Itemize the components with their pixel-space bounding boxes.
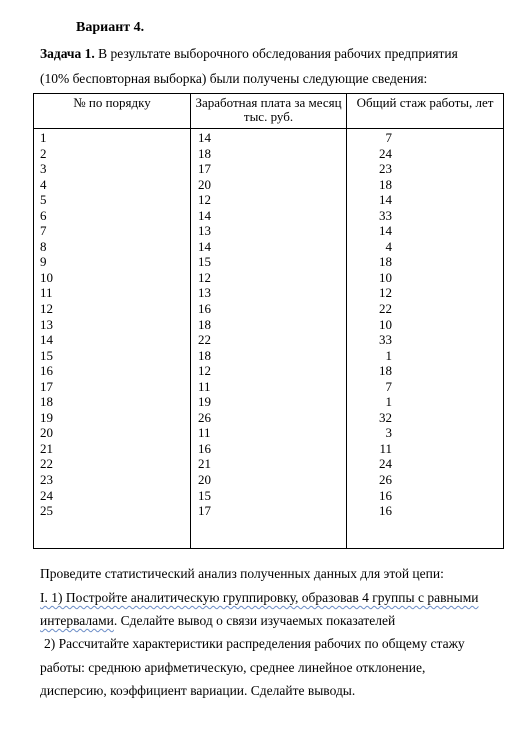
salary-cell: 18 — [198, 316, 211, 332]
salary-cell: 26 — [198, 409, 211, 425]
experience-cell: 7 — [385, 130, 392, 145]
row-number-cell: 2 — [40, 145, 47, 161]
experience-cell: 18 — [379, 176, 392, 192]
row-number-cell: 22 — [40, 456, 53, 472]
experience-cell: 3 — [385, 425, 392, 441]
row-number-cell: 14 — [40, 332, 53, 348]
salary-list — [191, 129, 346, 519]
row-number-cell: 10 — [40, 269, 53, 285]
row-number-cell: 4 — [40, 176, 47, 192]
experience-cell: 1 — [385, 394, 392, 410]
row-number-cell: 11 — [40, 285, 53, 301]
row-number-cell: 21 — [40, 440, 53, 456]
header-salary: Заработная плата за месяц тыс. руб. — [191, 94, 347, 129]
salary-cell: 19 — [198, 394, 211, 410]
experience-cell: 23 — [379, 161, 392, 177]
row-number-cell: 16 — [40, 363, 53, 379]
row-number-cell: 24 — [40, 487, 53, 503]
instruction-item2-line3: дисперсию, коэффициент вариации. Сделайте выводы. — [40, 683, 356, 698]
row-number-cell: 6 — [40, 207, 47, 223]
experience-cell: 26 — [379, 472, 392, 488]
salary-cell: 14 — [198, 238, 211, 254]
salary-cell: 13 — [198, 285, 211, 301]
instruction-item1-line2 — [40, 613, 395, 629]
salary-cell: 13 — [198, 223, 211, 239]
salary-cell: 18 — [198, 347, 211, 363]
experience-cell: 10 — [379, 269, 392, 285]
table-header-row — [34, 94, 504, 129]
experience-cell: 33 — [379, 332, 392, 348]
experience-cell: 14 — [379, 192, 392, 208]
salary-cell: 14 — [198, 207, 211, 223]
instruction-item1-line1 — [40, 590, 479, 606]
salary-cell: 15 — [198, 487, 211, 503]
salary-cell: 17 — [198, 161, 211, 177]
instruction-item1-line1-text: I. 1) Постройте аналитическую группировку, образовав 4 группы с равными — [40, 590, 479, 605]
row-number-cell: 1 — [40, 130, 47, 145]
row-number-cell: 7 — [40, 223, 47, 239]
experience-cell: 1 — [385, 347, 392, 363]
row-number-cell: 17 — [40, 378, 53, 394]
experience-cell: 24 — [379, 145, 392, 161]
task-label: Задача 1. — [40, 46, 95, 61]
salary-cell: 18 — [198, 145, 211, 161]
salary-cell: 11 — [198, 378, 211, 394]
number-column — [34, 129, 191, 549]
salary-cell: 20 — [198, 472, 211, 488]
variant-title: Вариант 4. — [76, 20, 145, 35]
task-statement-line1 — [40, 46, 458, 62]
salary-cell: 16 — [198, 301, 211, 317]
header-experience: Общий стаж работы, лет — [347, 94, 504, 129]
experience-cell: 16 — [379, 503, 392, 519]
row-number-cell: 19 — [40, 409, 53, 425]
row-number-cell: 12 — [40, 301, 53, 317]
experience-cell: 18 — [379, 363, 392, 379]
experience-cell: 12 — [379, 285, 392, 301]
salary-cell: 12 — [198, 269, 211, 285]
row-number-cell: 23 — [40, 472, 53, 488]
underlined-word: интервалами — [40, 613, 114, 628]
experience-cell: 10 — [379, 316, 392, 332]
salary-cell: 15 — [198, 254, 211, 270]
row-number-cell: 20 — [40, 425, 53, 441]
instruction-item1-line2-rest: . Сделайте вывод о связи изучаемых показателей — [113, 613, 396, 628]
experience-cell: 14 — [379, 223, 392, 239]
task-text: В результате выборочного обследования рабочих предприятия — [94, 46, 458, 61]
experience-list — [347, 129, 503, 519]
row-number-cell: 15 — [40, 347, 53, 363]
row-number-cell: 25 — [40, 503, 53, 519]
table-body-row — [34, 129, 504, 549]
experience-cell: 22 — [379, 301, 392, 317]
row-number-cell: 13 — [40, 316, 53, 332]
salary-cell: 16 — [198, 440, 211, 456]
salary-cell: 12 — [198, 363, 211, 379]
experience-cell: 24 — [379, 456, 392, 472]
salary-cell: 20 — [198, 176, 211, 192]
experience-cell: 18 — [379, 254, 392, 270]
salary-cell: 11 — [198, 425, 211, 441]
experience-cell: 4 — [385, 238, 392, 254]
salary-cell: 22 — [198, 332, 211, 348]
experience-cell: 16 — [379, 487, 392, 503]
row-number-cell: 5 — [40, 192, 47, 208]
instruction-item2-line1: 2) Рассчитайте характеристики распределения рабочих по общему стажу — [44, 636, 465, 651]
instructions-intro: Проведите статистический анализ полученных данных для этой цепи: — [40, 566, 444, 581]
experience-cell: 33 — [379, 207, 392, 223]
salary-cell: 21 — [198, 456, 211, 472]
row-number-cell: 9 — [40, 254, 47, 270]
row-number-cell: 18 — [40, 394, 53, 410]
salary-column — [191, 129, 347, 549]
experience-cell: 7 — [385, 378, 392, 394]
experience-cell: 11 — [379, 440, 392, 456]
header-number: № по порядку — [34, 94, 191, 129]
row-number-cell: 8 — [40, 238, 47, 254]
salary-cell: 17 — [198, 503, 211, 519]
salary-cell: 14 — [198, 130, 211, 145]
data-table — [33, 93, 504, 549]
salary-cell: 12 — [198, 192, 211, 208]
experience-column — [347, 129, 504, 549]
number-list — [34, 129, 190, 519]
instruction-item2-line2: работы: среднюю арифметическую, среднее линейное отклонение, — [40, 660, 426, 675]
task-statement-line2: (10% бесповторная выборка) были получены следующие сведения: — [40, 71, 428, 86]
row-number-cell: 3 — [40, 161, 47, 177]
experience-cell: 32 — [379, 409, 392, 425]
